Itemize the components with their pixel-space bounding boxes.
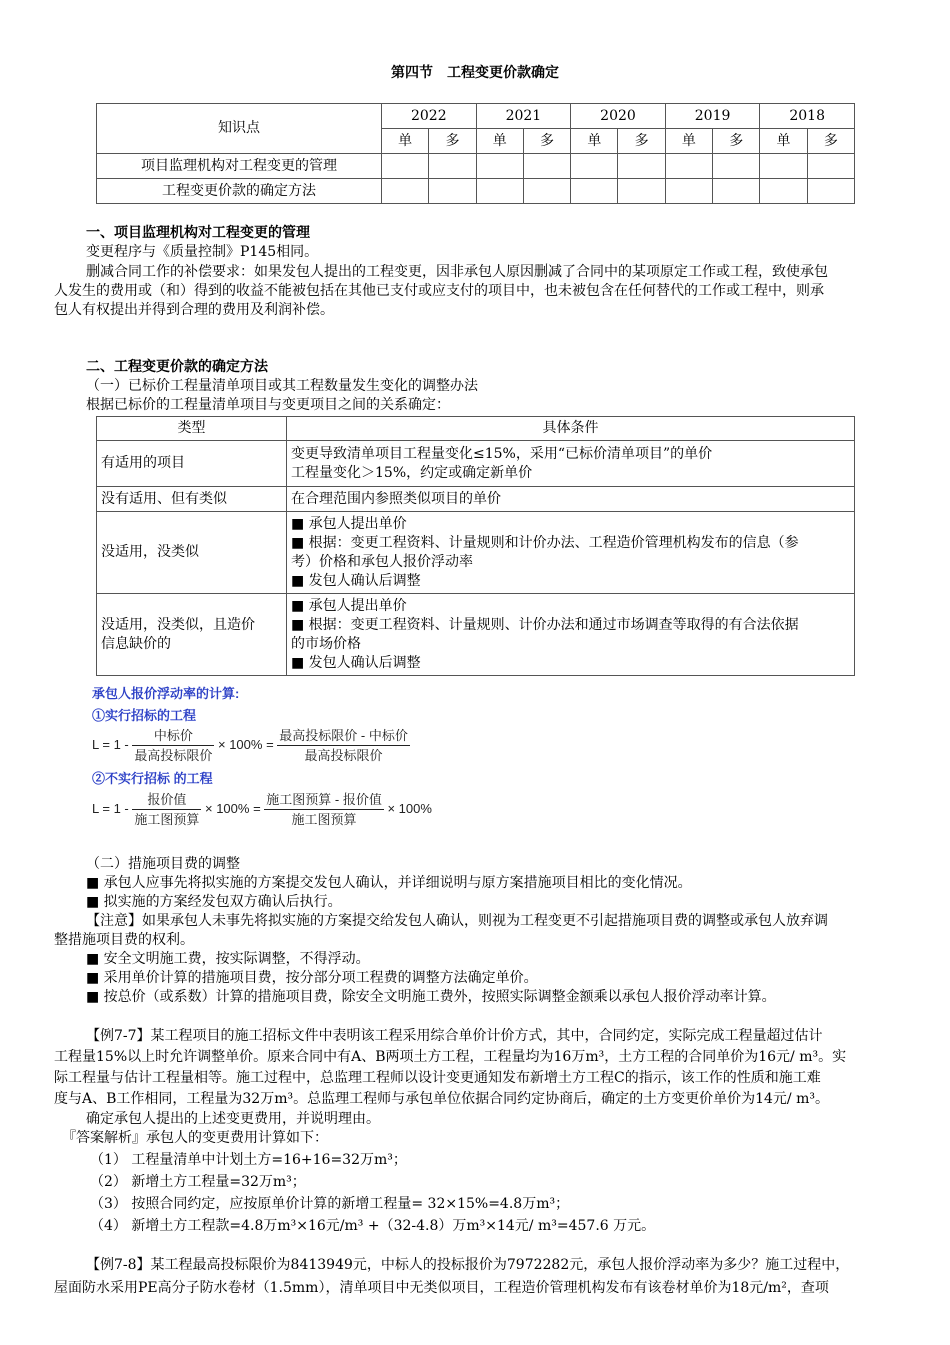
cond-type: 没适用，没类似，且造价 bbox=[101, 616, 255, 633]
answer-label: 『答案解析』承包人的变更费用计算如下： bbox=[62, 1130, 328, 1146]
formula-case1: ①实行招标的工程 bbox=[92, 708, 197, 723]
kp-single: 单 bbox=[382, 129, 429, 154]
kp-multi: 多 bbox=[618, 129, 665, 154]
s1-para2-line: 删减合同工作的补偿要求：如果发包人提出的工程变更，因非承包人原因删减了合同中的某项原定工作或工程，致使承包 bbox=[86, 264, 828, 280]
answer-item: （3） 按照合同约定，应按原单价计算的新增工程量= 32×15%=4.8万m³； bbox=[90, 1196, 570, 1212]
knowledge-point-table bbox=[96, 103, 855, 204]
kp-single: 单 bbox=[665, 129, 712, 154]
fraction bbox=[132, 790, 201, 829]
cond-type: 信息缺价的 bbox=[101, 635, 171, 652]
s2-sub1: （一）已标价工程量清单项目或其工程数量发生变化的调整办法 bbox=[86, 378, 478, 394]
cond-type: 没适用，没类似 bbox=[97, 512, 287, 594]
example-line: 际工程量与估计工程量相等。施工过程中，总监理工程师以设计变更通知发布新增土方工程C的指示，该工作的性质和施工难 bbox=[54, 1070, 821, 1086]
cond-line: 工程量变化＞15%，约定或确定新单价 bbox=[291, 464, 533, 481]
example-line: 工程量15%以上时允许调整单价。原来合同中有A、B两项土方工程，工程量均为16万m³，土方工程的合同单价为16元/ m³。实 bbox=[54, 1049, 847, 1065]
frac-den: 施工图预算 bbox=[291, 812, 357, 827]
cond-col-type: 类型 bbox=[97, 417, 287, 441]
answer-item: （1） 工程量清单中计划土方=16+16=32万m³； bbox=[90, 1152, 407, 1168]
cond-line: 在合理范围内参照类似项目的单价 bbox=[287, 487, 855, 512]
s1-para2-line: 包人有权提出并得到合理的费用及利润补偿。 bbox=[54, 302, 334, 318]
formula-case2: ②不实行招标 的工程 bbox=[92, 771, 213, 786]
bullet: ■ 拟实施的方案经发包双方确认后执行。 bbox=[86, 894, 342, 910]
page-title: 第四节 工程变更价款确定 bbox=[391, 65, 559, 81]
s2-lead: 根据已标价的工程量清单项目与变更项目之间的关系确定： bbox=[86, 397, 450, 413]
cond-type: 有适用的项目 bbox=[97, 441, 287, 487]
kp-header-label: 知识点 bbox=[97, 104, 382, 154]
kp-single: 单 bbox=[571, 129, 618, 154]
kp-multi: 多 bbox=[523, 129, 570, 154]
formula-times: × 100% = bbox=[218, 736, 274, 752]
formula-times: × 100% = bbox=[205, 800, 261, 816]
answer-item: （2） 新增土方工程量=32万m³； bbox=[90, 1174, 306, 1190]
cond-line: ■ 根据：变更工程资料、计量规则和计价办法、工程造价管理机构发布的信息（参 bbox=[291, 534, 799, 551]
section1-heading: 一、项目监理机构对工程变更的管理 bbox=[86, 225, 310, 241]
bullet: ■ 安全文明施工费，按实际调整，不得浮动。 bbox=[86, 951, 370, 967]
kp-row-label: 工程变更价款的确定方法 bbox=[97, 179, 382, 204]
frac-num: 最高投标限价 - 中标价 bbox=[277, 726, 410, 746]
cond-line: ■ 发包人确认后调整 bbox=[291, 654, 421, 671]
condition-table bbox=[96, 416, 855, 676]
frac-den: 最高投标限价 bbox=[304, 748, 383, 763]
answer-item: （4） 新增土方工程款=4.8万m³×16元/m³ +（32-4.8）万m³×14元/ m³=457.6 万元。 bbox=[90, 1218, 656, 1234]
kp-multi: 多 bbox=[429, 129, 476, 154]
s1-para1: 变更程序与《质量控制》P145相同。 bbox=[86, 244, 319, 260]
frac-num: 施工图预算 - 报价值 bbox=[264, 790, 384, 810]
formula-2 bbox=[92, 790, 432, 829]
kp-year: 2019 bbox=[665, 104, 760, 129]
bullet: ■ 承包人应事先将拟实施的方案提交发包人确认，并详细说明与原方案措施项目相比的变化情况。 bbox=[86, 875, 692, 891]
cond-line: 的市场价格 bbox=[291, 635, 361, 652]
fraction bbox=[277, 726, 410, 765]
kp-multi: 多 bbox=[807, 129, 854, 154]
cond-line: ■ 根据：变更工程资料、计量规则、计价办法和通过市场调查等取得的有合法依据 bbox=[291, 616, 799, 633]
cond-line: ■ 发包人确认后调整 bbox=[291, 572, 421, 589]
cond-type: 没有适用、但有类似 bbox=[97, 487, 287, 512]
cond-line: ■ 承包人提出单价 bbox=[291, 597, 407, 614]
kp-single: 单 bbox=[476, 129, 523, 154]
formula-1 bbox=[92, 726, 410, 765]
section2-heading: 二、工程变更价款的确定方法 bbox=[86, 359, 268, 375]
frac-den: 施工图预算 bbox=[134, 812, 200, 827]
formula-tail: × 100% bbox=[387, 800, 432, 816]
frac-num: 中标价 bbox=[132, 726, 214, 746]
formula-L: L = 1 - bbox=[92, 800, 129, 816]
kp-row-label: 项目监理机构对工程变更的管理 bbox=[97, 154, 382, 179]
cond-line: ■ 承包人提出单价 bbox=[291, 515, 407, 532]
kp-year: 2018 bbox=[760, 104, 855, 129]
example-line: 度与A、B工作相同，工程量为32万m³。总监理工程师与承包单位依据合同约定协商后，确定的土方变更价单价为14元/ m³。 bbox=[54, 1091, 829, 1107]
kp-year: 2021 bbox=[476, 104, 571, 129]
kp-year: 2022 bbox=[382, 104, 477, 129]
kp-single: 单 bbox=[760, 129, 807, 154]
s1-para2-line: 人发生的费用或（和）得到的收益不能被包括在其他已支付或应支付的项目中，也未被包含在任何替代的工作或工程中，则承 bbox=[54, 283, 824, 299]
note-line: 整措施项目费的权利。 bbox=[54, 932, 194, 948]
frac-den: 最高投标限价 bbox=[134, 748, 213, 763]
formula-heading: 承包人报价浮动率的计算: bbox=[92, 686, 240, 701]
cond-line: 考）价格和承包人报价浮动率 bbox=[291, 553, 473, 570]
bullet: ■ 采用单价计算的措施项目费，按分部分项工程费的调整方法确定单价。 bbox=[86, 970, 538, 986]
note-line: 【注意】如果承包人未事先将拟实施的方案提交给发包人确认，则视为工程变更不引起措施项目费的调整或承包人放弃调 bbox=[86, 913, 828, 929]
cond-line: 变更导致清单项目工程量变化≤15%，采用“已标价清单项目”的单价 bbox=[291, 445, 713, 462]
kp-year: 2020 bbox=[571, 104, 666, 129]
kp-multi: 多 bbox=[713, 129, 760, 154]
example-line: 【例7-8】某工程最高投标限价为8413949元，中标人的投标报价为7972282元，承包人报价浮动率为多少？施工过程中， bbox=[86, 1257, 850, 1273]
fraction bbox=[132, 726, 214, 765]
s2-sub2: （二）措施项目费的调整 bbox=[86, 856, 240, 872]
example-line: 确定承包人提出的上述变更费用，并说明理由。 bbox=[86, 1111, 380, 1127]
example-line: 【例7-7】某工程项目的施工招标文件中表明该工程采用综合单价计价方式，其中，合同约定，实际完成工程量超过估计 bbox=[86, 1028, 823, 1044]
cond-col-detail: 具体条件 bbox=[287, 417, 855, 441]
bullet: ■ 按总价（或系数）计算的措施项目费，除安全文明施工费外，按照实际调整金额乘以承包人报价浮动率计算。 bbox=[86, 989, 776, 1005]
fraction bbox=[264, 790, 384, 829]
frac-num: 报价值 bbox=[132, 790, 201, 810]
example-line: 屋面防水采用PE高分子防水卷材（1.5mm），清单项目中无类似项目，工程造价管理机构发布有该卷材单价为18元/m²，查项 bbox=[54, 1280, 829, 1296]
formula-L: L = 1 - bbox=[92, 736, 129, 752]
